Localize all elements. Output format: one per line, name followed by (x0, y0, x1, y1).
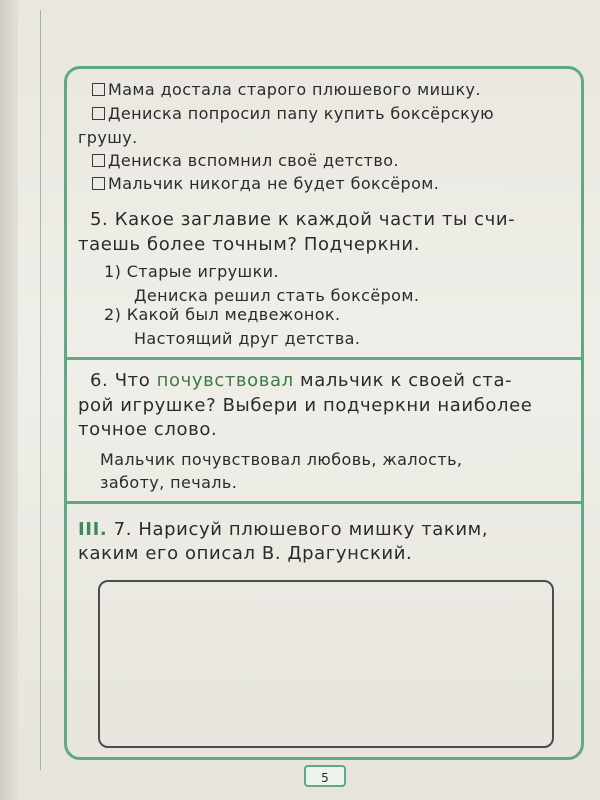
q7-line-1 (78, 519, 488, 540)
checkbox-icon[interactable] (92, 107, 105, 120)
option-4-text: Мальчик никогда не будет боксёром. (108, 174, 440, 193)
divider-q5 (64, 357, 584, 360)
q6-line-1 (90, 370, 512, 391)
section-roman-numeral: III. (78, 519, 108, 540)
page-number: 5 (304, 765, 346, 787)
q6-line-1-prefix: 6. Что (90, 370, 157, 391)
option-2-continued: грушу. (78, 128, 138, 147)
option-1 (92, 80, 481, 99)
option-2 (92, 104, 494, 123)
checkbox-icon[interactable] (92, 83, 105, 96)
option-1-text: Мама достала старого плюшевого мишку. (108, 80, 481, 99)
q6-answer-line-2[interactable]: заботу, печаль. (100, 473, 238, 492)
option-2-text: Дениска попросил папу купить боксёрскую (108, 104, 494, 123)
divider-q6 (64, 501, 584, 504)
q6-answer-line-1[interactable]: Мальчик почувствовал любовь, жалость, (100, 450, 463, 469)
q5-answer-2[interactable]: 2) Какой был медвежонок. (104, 305, 341, 324)
q5-answer-1[interactable]: 1) Старые игрушки. (104, 262, 279, 281)
left-page-edge (0, 0, 18, 800)
option-4 (92, 174, 439, 193)
q5-answer-2b[interactable]: Настоящий друг детства. (134, 329, 361, 348)
q5-line-1: 5. Какое заглавие к каждой части ты счи- (90, 209, 516, 230)
checkbox-icon[interactable] (92, 154, 105, 167)
option-3 (92, 151, 399, 170)
q5-answer-1b[interactable]: Дениска решил стать боксёром. (134, 286, 420, 305)
q6-line-3: точное слово. (78, 419, 218, 440)
q6-line-2: рой игрушке? Выбери и подчеркни наиболее (78, 395, 533, 416)
drawing-area[interactable] (98, 580, 554, 748)
q6-line-1-suffix: мальчик к своей ста- (293, 370, 513, 391)
q7-line-1-text: 7. Нарисуй плюшевого мишку таким, (107, 519, 489, 540)
checkbox-icon[interactable] (92, 177, 105, 190)
q7-line-2: каким его описал В. Драгунский. (78, 543, 413, 564)
q5-line-2: таешь более точным? Подчеркни. (78, 234, 421, 255)
q6-highlight-word: почувствовал (156, 370, 294, 391)
option-3-text: Дениска вспомнил своё детство. (108, 151, 399, 170)
